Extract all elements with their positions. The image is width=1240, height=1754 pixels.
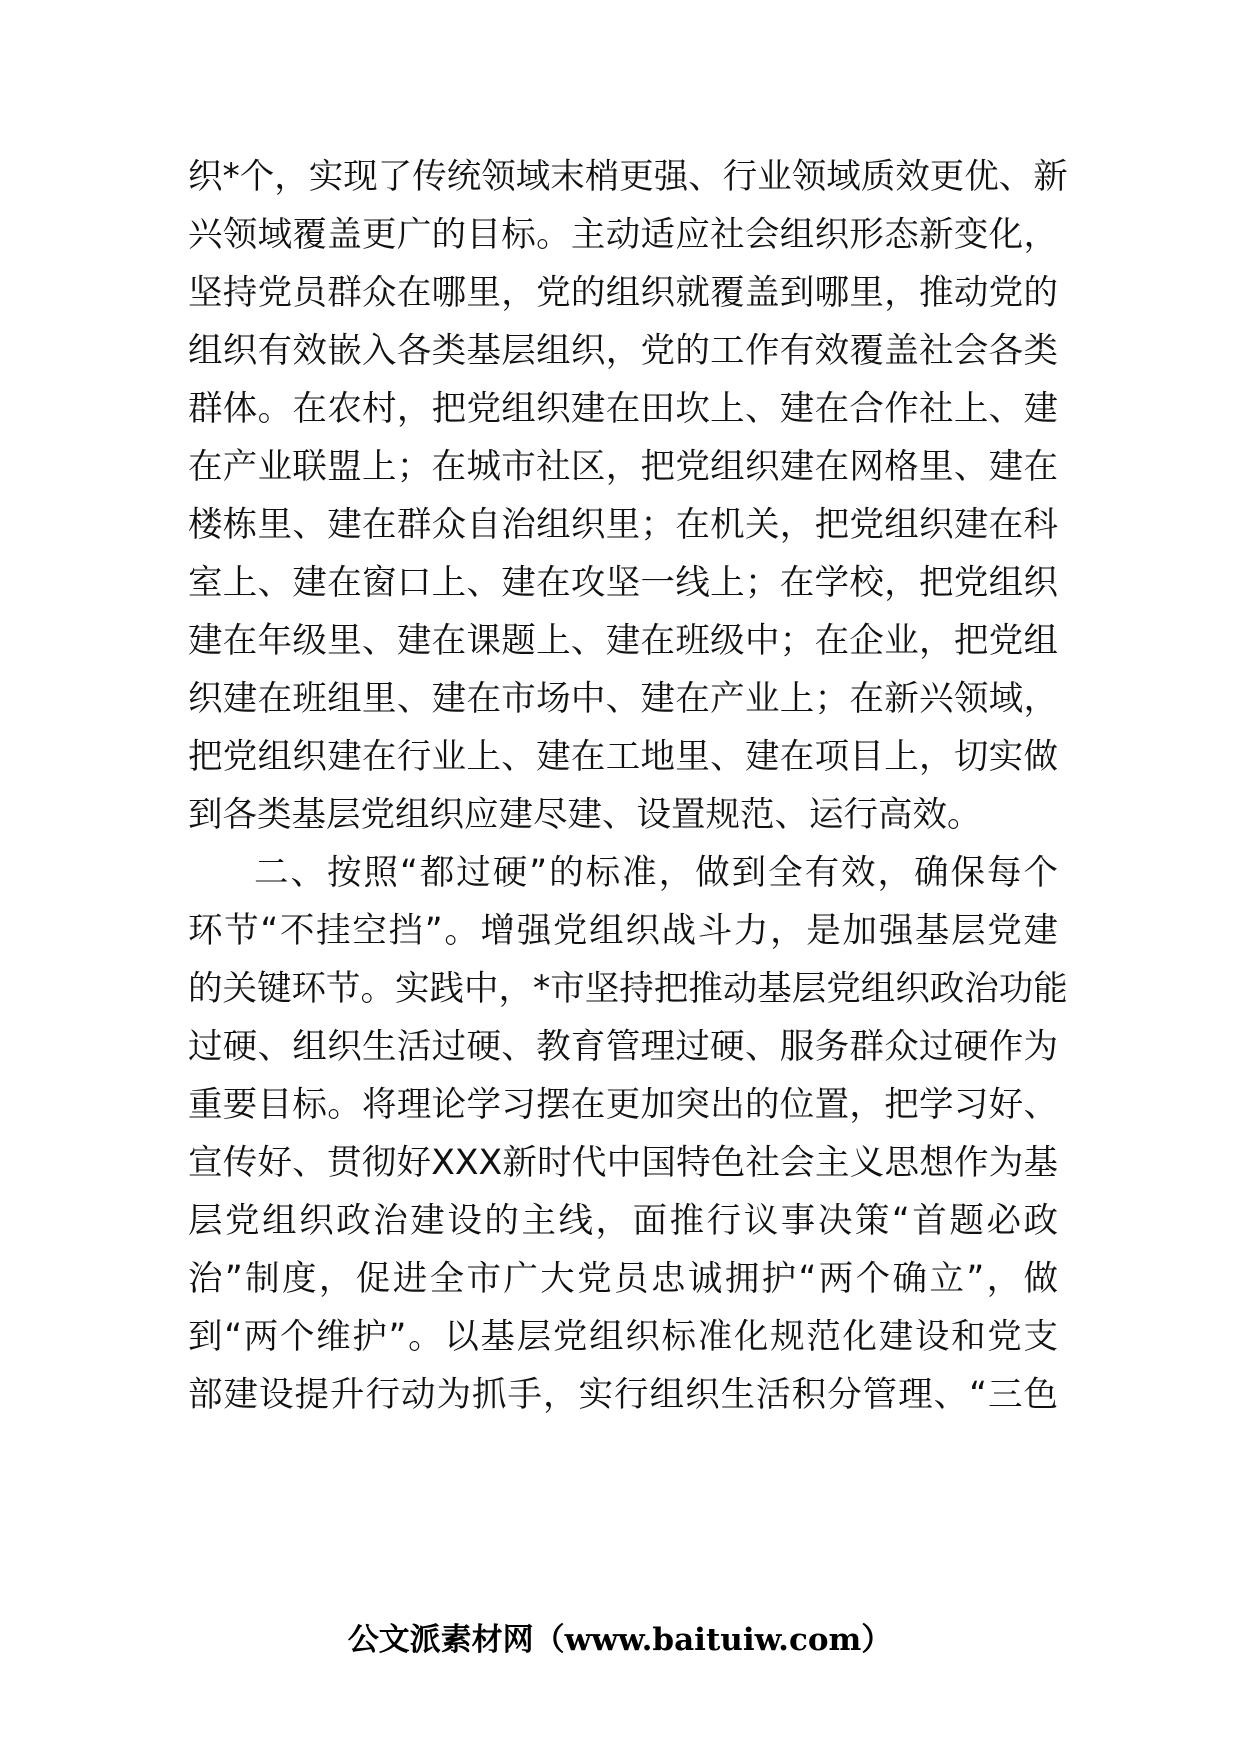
- text-line: 部建设提升行动为抓手，实行组织生活积分管理、“三色: [188, 1375, 1058, 1415]
- text-line: 室上、建在窗口上、建在攻坚一线上；在学校，把党组织: [188, 563, 1058, 603]
- text-line: 治”制度，促进全市广大党员忠诚拥护“两个确立”，做: [188, 1259, 1058, 1299]
- paragraph-last-line: 到各类基层党组织应建尽建、设置规范、运行高效。: [188, 795, 982, 835]
- text-line: 到“两个维护”。以基层党组织标准化规范化建设和党支: [188, 1317, 1058, 1357]
- text-line: 在产业联盟上；在城市社区，把党组织建在网格里、建在: [188, 447, 1058, 487]
- text-line: 织建在班组里、建在市场中、建在产业上；在新兴领域，: [188, 679, 1058, 719]
- text-line: 兴领域覆盖更广的目标。主动适应社会组织形态新变化，: [188, 215, 1058, 255]
- section-heading-line: 二、按照“都过硬”的标准，做到全有效，确保每个: [254, 853, 1058, 893]
- text-line: 重要目标。将理论学习摆在更加突出的位置，把学习好、: [188, 1085, 1058, 1125]
- text-line: 组织有效嵌入各类基层组织，党的工作有效覆盖社会各类: [188, 331, 1058, 371]
- text-line: 群体。在农村，把党组织建在田坎上、建在合作社上、建: [188, 389, 1058, 429]
- text-line: 坚持党员群众在哪里，党的组织就覆盖到哪里，推动党的: [188, 273, 1058, 313]
- text-line: 宣传好、贯彻好XXX新时代中国特色社会主义思想作为基: [188, 1143, 1058, 1183]
- text-line: 楼栋里、建在群众自治组织里；在机关，把党组织建在科: [188, 505, 1058, 545]
- text-line: 建在年级里、建在课题上、建在班级中；在企业，把党组: [188, 621, 1058, 661]
- text-line: 过硬、组织生活过硬、教育管理过硬、服务群众过硬作为: [188, 1027, 1058, 1067]
- text-line: 的关键环节。实践中，*市坚持把推动基层党组织政治功能: [188, 969, 1068, 1009]
- text-line: 把党组织建在行业上、建在工地里、建在项目上，切实做: [188, 737, 1058, 777]
- text-line: 环节“不挂空挡”。增强党组织战斗力，是加强基层党建: [188, 911, 1058, 951]
- footer-watermark: 公文派素材网（www.baituiw.com）: [347, 1622, 893, 1658]
- text-line: 层党组织政治建设的主线，面推行议事决策“首题必政: [188, 1201, 1058, 1241]
- text-line: 织*个，实现了传统领域末梢更强、行业领域质效更优、新: [188, 157, 1068, 197]
